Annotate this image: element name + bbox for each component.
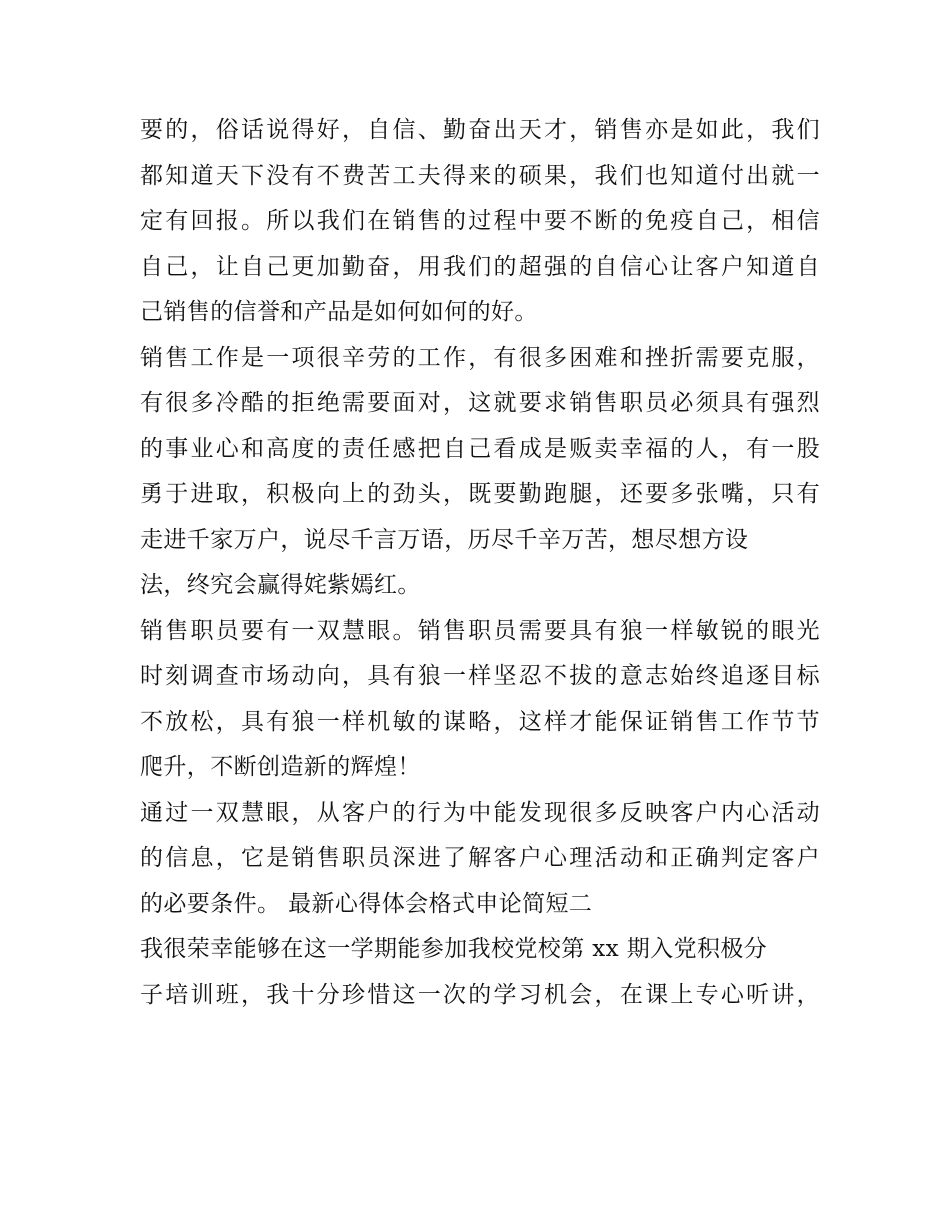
text-line: 己销售的信誉和产品是如何如何的好。 (140, 299, 538, 325)
text-line: 爬升，不断创造新的辉煌！ (140, 754, 421, 780)
text-line: 有很多冷酷的拒绝需要面对，这就要求销售职员必须具有强烈 (140, 390, 820, 416)
text-line: 走进千家万户，说尽千言万语，历尽千辛万苦，想尽想方设 (140, 526, 749, 553)
text-line: 通过一双慧眼，从客户的行为中能发现很多反映客户内心活动 (140, 799, 820, 826)
text-line: 都知道天下没有不费苦工夫得来的硕果，我们也知道付出就一 (140, 162, 820, 189)
text-line: 的信息，它是销售职员深进了解客户心理活动和正确判定客户 (140, 845, 820, 871)
text-line: 我很荣幸能够在这一学期能参加我校党校第 xx 期入党积极分 (140, 936, 768, 962)
text-line: 销售工作是一项很辛劳的工作，有很多困难和挫折需要克服， (140, 344, 820, 371)
text-line: 时刻调查市场动向，具有狼一样坚忍不拔的意志始终追逐目标 (140, 663, 820, 689)
text-line: 自己，让自己更加勤奋，用我们的超强的自信心让客户知道自 (140, 253, 820, 280)
text-line: 定有回报。所以我们在销售的过程中要不断的免疫自己，相信 (140, 208, 820, 234)
text-line: 的事业心和高度的责任感把自己看成是贩卖幸福的人，有一股 (140, 435, 820, 462)
text-line: 不放松，具有狼一样机敏的谋略，这样才能保证销售工作节节 (140, 708, 820, 735)
text-line: 销售职员要有一双慧眼。销售职员需要具有狼一样敏锐的眼光 (140, 617, 820, 644)
text-line: 勇于进取，积极向上的劲头，既要勤跑腿，还要多张嘴，只有 (140, 481, 820, 507)
text-line: 的必要条件。 最新心得体会格式申论简短二 (140, 890, 593, 917)
text-line: 法，终究会赢得姹紫嫣红。 (140, 572, 421, 598)
body-text (140, 108, 820, 1018)
text-line: 要的，俗话说得好，自信、勤奋出天才，销售亦是如此，我们 (140, 117, 820, 143)
text-line: 子培训班，我十分珍惜这一次的学习机会，在课上专心听讲， (140, 981, 820, 1008)
